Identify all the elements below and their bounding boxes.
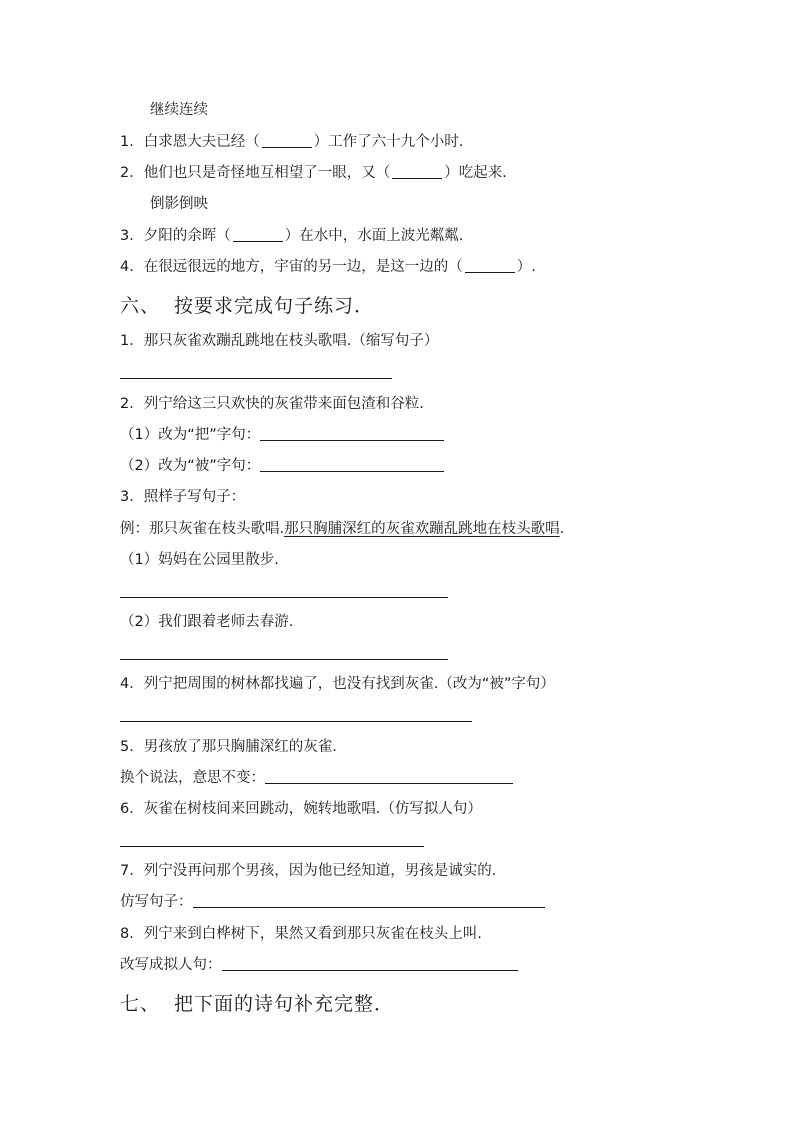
answer-line-s6-q7[interactable] bbox=[193, 893, 545, 908]
answer-line-s6-q8[interactable] bbox=[222, 956, 518, 971]
s6-question-3: 3．照样子写句子： bbox=[120, 489, 246, 505]
answer-line-s6-q1[interactable] bbox=[120, 378, 392, 379]
s6-question-8: 8．列宁来到白桦树下，果然又看到那只灰雀在枝头上叫. bbox=[120, 926, 482, 942]
answer-line-s6-q2b[interactable] bbox=[260, 457, 444, 472]
answer-line-s6-q6[interactable] bbox=[120, 846, 424, 847]
example-answer: 那只胸脯深红的灰雀欢蹦乱跳地在枝头歌唱 bbox=[284, 521, 560, 537]
answer-blank-1[interactable] bbox=[262, 133, 312, 148]
s6-question-7-prompt: 仿写句子： bbox=[120, 892, 545, 912]
s6-question-4: 4．列宁把周围的树林都找遍了，也没有找到灰雀.（改为“被”字句） bbox=[120, 676, 555, 692]
word-group-reflection: 倒影倒映 bbox=[150, 196, 208, 212]
answer-blank-2[interactable] bbox=[392, 164, 442, 179]
choice-question-2: 2．他们也只是奇怪地互相望了一眼，又（ ）吃起来. bbox=[120, 165, 507, 181]
choice-question-4: 4．在很远很远的地方，宇宙的另一边，是这一边的（ ）. bbox=[120, 259, 536, 275]
s6-question-5: 5．男孩放了那只胸脯深红的灰雀. bbox=[120, 739, 337, 755]
answer-line-s6-q2a[interactable] bbox=[260, 426, 444, 441]
s6-question-1: 1．那只灰雀欢蹦乱跳地在枝头歌唱.（缩写句子） bbox=[120, 333, 439, 349]
answer-line-s6-q4[interactable] bbox=[120, 721, 472, 722]
s6-question-6: 6．灰雀在树枝间来回跳动，婉转地歌唱.（仿写拟人句） bbox=[120, 801, 482, 817]
s6-question-2: 2．列宁给这三只欢快的灰雀带来面包渣和谷粒. bbox=[120, 396, 424, 412]
s6-question-2a: （1）改为“把”字句： bbox=[120, 425, 444, 445]
s6-question-7: 7．列宁没再问那个男孩，因为他已经知道，男孩是诚实的. bbox=[120, 863, 497, 879]
answer-line-s6-q3b[interactable] bbox=[120, 659, 448, 660]
choice-question-3: 3．夕阳的余晖（ ）在水中，水面上波光粼粼. bbox=[120, 228, 464, 244]
answer-blank-4[interactable] bbox=[465, 258, 515, 273]
s6-question-3-example: 例：那只灰雀在枝头歌唱.那只胸脯深红的灰雀欢蹦乱跳地在枝头歌唱. bbox=[120, 521, 565, 537]
section-7-heading: 七、 把下面的诗句补充完整． bbox=[120, 993, 395, 1015]
s6-question-3b: （2）我们跟着老师去春游. bbox=[120, 614, 294, 630]
word-group-continue: 继续连续 bbox=[150, 102, 208, 118]
s6-question-3a: （1）妈妈在公园里散步. bbox=[120, 552, 279, 568]
s6-question-2b: （2）改为“被”字句： bbox=[120, 456, 444, 476]
answer-blank-3[interactable] bbox=[233, 227, 283, 242]
s6-question-8-prompt: 改写成拟人句： bbox=[120, 955, 518, 975]
s6-question-5-prompt: 换个说法，意思不变： bbox=[120, 768, 513, 788]
answer-line-s6-q5[interactable] bbox=[265, 769, 513, 784]
section-6-heading: 六、 按要求完成句子练习． bbox=[120, 295, 375, 317]
choice-question-1: 1．白求恩大夫已经（ ）工作了六十九个小时. bbox=[120, 134, 464, 150]
answer-line-s6-q3a[interactable] bbox=[120, 597, 448, 598]
